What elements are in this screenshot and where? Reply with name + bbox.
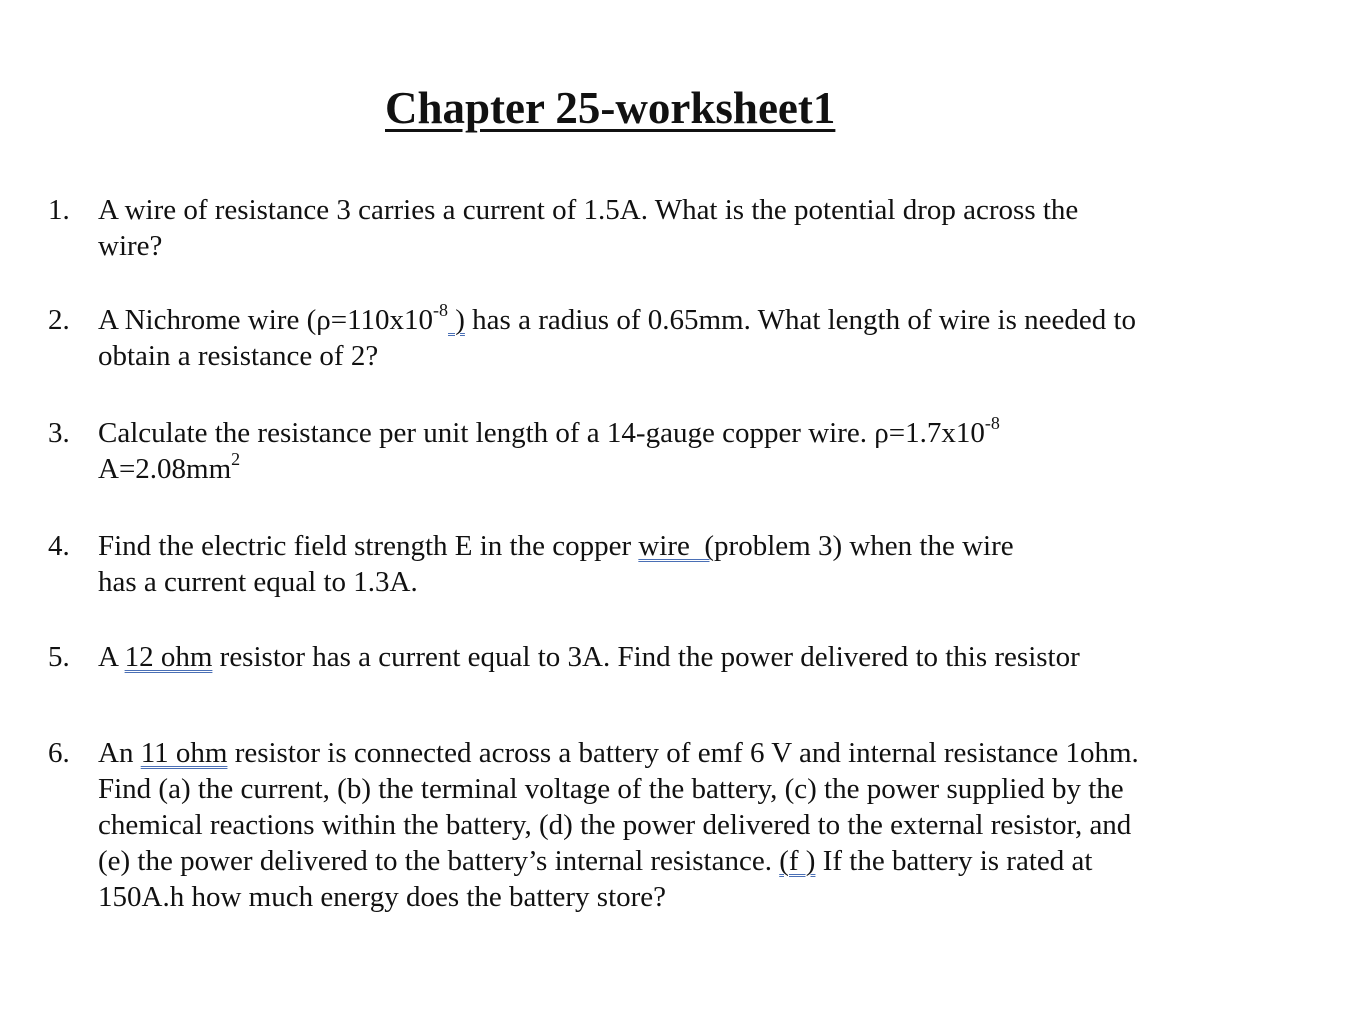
text-run: has a radius of 0.65mm. What length of wire is needed to [464, 304, 1137, 336]
text-run: (e) the power delivered to the battery’s internal resistance. [98, 845, 780, 877]
question-line [98, 843, 1278, 879]
question-line [98, 302, 1278, 338]
superscript: -8 [984, 413, 1000, 434]
question-line: has a current equal to 1.3A. [98, 566, 418, 598]
question-line [98, 415, 1278, 451]
question-line [98, 451, 1278, 487]
question-line: wire? [98, 230, 163, 262]
proofing-mark: (f ) [779, 845, 816, 877]
text-run: resistor has a current equal to 3A. Find the power delivered to this resistor [212, 641, 1080, 673]
text-run: A [98, 641, 125, 673]
question-number: 3. [48, 417, 70, 449]
proofing-mark: 11 ohm [140, 737, 228, 769]
question-line: obtain a resistance of 2? [98, 340, 379, 372]
superscript: -8 [433, 300, 448, 321]
question-text [98, 735, 1278, 915]
question-number: 2. [48, 304, 70, 336]
question-number: 1. [48, 194, 70, 226]
question-line [98, 528, 1278, 564]
question-text [98, 302, 1278, 374]
text-run: problem 3) when the wire [714, 530, 1014, 562]
text-run: resistor is connected across a battery of emf 6 V and internal resistance 1ohm. [227, 737, 1139, 769]
question-line: Find (a) the current, (b) the terminal voltage of the battery, (c) the power supplied by the [98, 773, 1124, 805]
question-number: 4. [48, 530, 70, 562]
page-title: Chapter 25-worksheet1 [385, 83, 836, 133]
text-run: Calculate the resistance per unit length of a 14-gauge copper wire. ρ=1.7x10 [98, 417, 985, 449]
question-number: 5. [48, 641, 70, 673]
question-text [98, 415, 1278, 487]
question-line: A wire of resistance 3 carries a current of 1.5A. What is the potential drop across the [98, 194, 1079, 226]
proofing-mark: ) [448, 304, 465, 336]
proofing-mark: 12 ohm [124, 641, 213, 673]
question-text [98, 192, 1278, 264]
text-run: A Nichrome wire (ρ=110x10 [98, 304, 433, 336]
question-number: 6. [48, 737, 70, 769]
question-line [98, 735, 1278, 771]
question-text [98, 639, 1278, 675]
text-run: A=2.08mm [98, 453, 232, 485]
question-line [98, 639, 1278, 675]
text-run: Find the electric field strength E in the copper [98, 530, 639, 562]
question-line: 150A.h how much energy does the battery store? [98, 881, 667, 913]
text-run: An [98, 737, 141, 769]
question-text [98, 528, 1278, 600]
question-line: chemical reactions within the battery, (d) the power delivered to the external resistor, and [98, 809, 1132, 841]
proofing-mark: wire ( [638, 530, 715, 562]
text-run: If the battery is rated at [815, 845, 1093, 877]
superscript: 2 [231, 449, 241, 470]
